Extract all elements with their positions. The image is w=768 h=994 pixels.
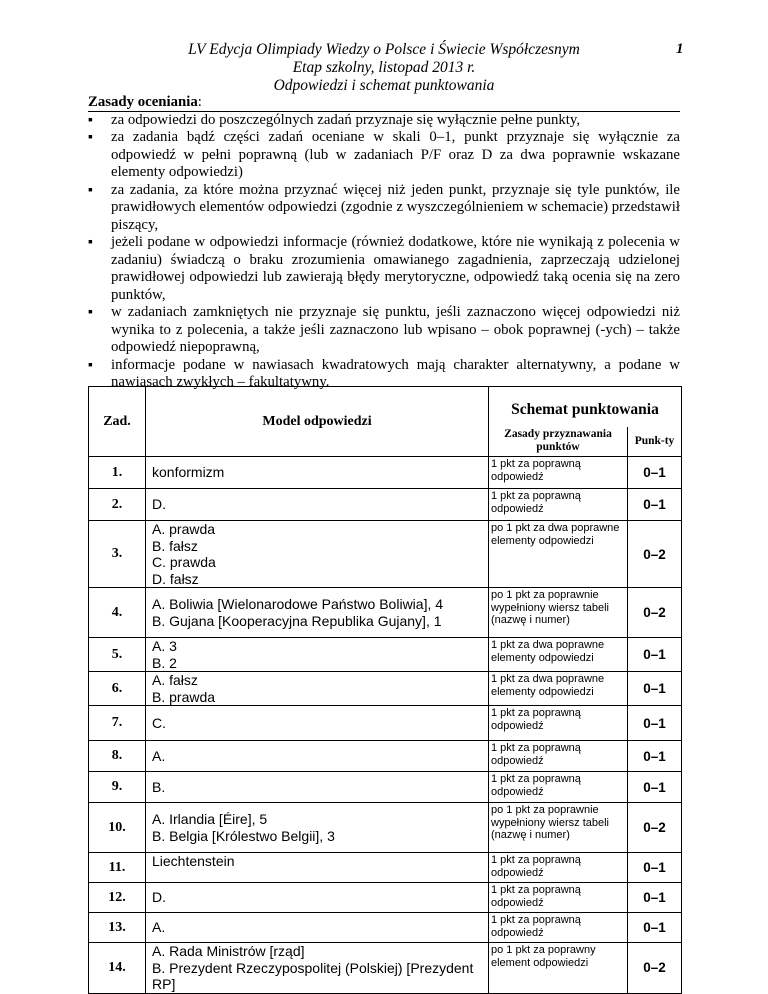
table-row	[89, 913, 682, 943]
points-range: 0–1	[628, 741, 682, 772]
task-number: 12.	[89, 883, 146, 913]
answer-line: B. Belgia [Królestwo Belgii], 3	[152, 827, 335, 844]
answer-line: A. prawda	[152, 521, 216, 537]
model-answer	[146, 638, 489, 672]
task-number: 8.	[89, 741, 146, 772]
points-range: 0–1	[628, 638, 682, 672]
points-range: 0–1	[628, 706, 682, 741]
header-scheme: Schemat punktowania	[489, 387, 682, 427]
header-subtitle: Odpowiedzi i schemat punktowania	[273, 77, 495, 94]
table-row	[89, 521, 682, 588]
list-item: ▪ za zadania, za które można przyznać więcej niż jeden punkt, przyznaje się tyle punktów, ile prawidłowych elementów odpowiedzi (zgodnie z wyszczególnieniem w schemacie) przedstawił piszący,	[88, 182, 680, 235]
model-answer	[146, 489, 489, 521]
answer-line: A. Irlandia [Éire], 5	[152, 811, 268, 827]
grading-rules	[88, 94, 680, 392]
scoring-rule: 1 pkt za poprawną odpowiedź	[489, 913, 628, 943]
model-answer	[146, 672, 489, 706]
points-range: 0–1	[628, 772, 682, 803]
answer-line: A. Boliwia [Wielonarodowe Państwo Boliwia], 4	[152, 596, 444, 612]
scoring-rule: 1 pkt za poprawną odpowiedź	[489, 772, 628, 803]
header-points: Punk-ty	[628, 427, 682, 457]
model-answer	[146, 706, 489, 741]
header-rules: Zasady przyznawania punktów	[489, 427, 628, 457]
model-answer	[146, 772, 489, 803]
task-number: 14.	[89, 943, 146, 994]
task-number: 13.	[89, 913, 146, 943]
list-item: ▪ jeżeli podane w odpowiedzi informacje (również dodatkowe, które nie wynikają z polecenia w zadaniu) świadczą o braku zrozumienia omawianego zagadnienia, zaprzeczają udzielonej prawidłowej odpowiedzi lub zawierają błędy merytoryczne, odpowiedź taką ocenia się na zero punktów,	[88, 234, 680, 304]
scoring-rule: 1 pkt za poprawną odpowiedź	[489, 457, 628, 489]
task-number: 10.	[89, 803, 146, 853]
list-item: ▪ informacje podane w nawiasach kwadratowych mają charakter alternatywny, a podane w nawiasach zwykłych – fakultatywny.	[88, 357, 680, 392]
table-row	[89, 853, 682, 883]
scoring-rule: po 1 pkt za poprawnie wypełniony wiersz tabeli (nazwę i numer)	[489, 803, 628, 853]
scoring-rule: po 1 pkt za poprawnie wypełniony wiersz tabeli (nazwę i numer)	[489, 588, 628, 638]
list-item: ▪ w zadaniach zamkniętych nie przyznaje się punktu, jeśli zaznaczono więcej odpowiedzi niż wynika to z polecenia, a także jeśli zaznaczono lub wpisano – obok poprawnej (-ych) – także odpowiedź niepoprawną,	[88, 304, 680, 357]
scoring-rule: po 1 pkt za dwa poprawne elementy odpowiedzi	[489, 521, 628, 588]
answer-key-table	[88, 386, 682, 994]
answer-line: A. Rada Ministrów [rząd]	[152, 943, 305, 959]
points-range: 0–1	[628, 489, 682, 521]
model-answer	[146, 521, 489, 588]
task-number: 5.	[89, 638, 146, 672]
points-range: 0–2	[628, 588, 682, 638]
list-item: ▪ za zadania bądź części zadań oceniane w skali 0–1, punkt przyznaje się wyłącznie za odpowiedź w pełni poprawną (lub w zadaniach P/F oraz D za dwa poprawnie wskazane elementy odpowiedzi)	[88, 129, 680, 182]
scoring-rule: 1 pkt za dwa poprawne elementy odpowiedzi	[489, 672, 628, 706]
task-number: 4.	[89, 588, 146, 638]
answer-line: A. fałsz	[152, 672, 198, 688]
table-row	[89, 883, 682, 913]
header-stage: Etap szkolny, listopad 2013 r.	[292, 59, 476, 76]
points-range: 0–2	[628, 521, 682, 588]
scoring-rule: 1 pkt za poprawną odpowiedź	[489, 883, 628, 913]
task-number: 11.	[89, 853, 146, 883]
answer-line: D.	[152, 496, 166, 513]
task-number: 6.	[89, 672, 146, 706]
answer-line: Liechtenstein	[152, 853, 235, 869]
answer-line: C. prawda	[152, 554, 216, 570]
model-answer	[146, 803, 489, 853]
answer-line: C.	[152, 714, 166, 731]
list-item: ▪ za odpowiedzi do poszczególnych zadań przyznaje się wyłącznie pełne punkty,	[88, 112, 680, 130]
answer-line: B. prawda	[152, 688, 216, 705]
table-row	[89, 772, 682, 803]
header-model: Model odpowiedzi	[146, 387, 489, 457]
table-row	[89, 672, 682, 706]
header-task: Zad.	[89, 387, 146, 457]
points-range: 0–2	[628, 803, 682, 853]
document-header	[0, 41, 768, 95]
task-number: 1.	[89, 457, 146, 489]
answer-line: B.	[152, 778, 166, 795]
points-range: 0–1	[628, 853, 682, 883]
answer-line: B. Gujana [Kooperacyjna Republika Gujany], 1	[152, 612, 442, 629]
scoring-rule: 1 pkt za poprawną odpowiedź	[489, 489, 628, 521]
grading-rules-list	[88, 112, 680, 392]
answer-line: B. Prezydent Rzeczypospolitej (Polskiej) [Prezydent RP]	[152, 959, 474, 992]
answer-line: B. fałsz	[152, 537, 198, 554]
table-row	[89, 803, 682, 853]
answer-line: B. 2	[152, 654, 177, 671]
table-row	[89, 489, 682, 521]
scoring-rule: po 1 pkt za poprawny element odpowiedzi	[489, 943, 628, 994]
grading-rules-colon: :	[197, 94, 202, 110]
task-number: 3.	[89, 521, 146, 588]
table-row	[89, 943, 682, 994]
model-answer	[146, 883, 489, 913]
header-title: LV Edycja Olimpiady Wiedzy o Polsce i Świecie Współczesnym	[188, 41, 580, 58]
table-row	[89, 638, 682, 672]
points-range: 0–1	[628, 457, 682, 489]
model-answer	[146, 457, 489, 489]
answer-line: konformizm	[152, 464, 225, 481]
model-answer	[146, 588, 489, 638]
points-range: 0–1	[628, 913, 682, 943]
model-answer	[146, 741, 489, 772]
scoring-rule: 1 pkt za poprawną odpowiedź	[489, 706, 628, 741]
task-number: 2.	[89, 489, 146, 521]
answer-line: A.	[152, 747, 166, 764]
task-number: 7.	[89, 706, 146, 741]
table-row	[89, 706, 682, 741]
answer-line: A. 3	[152, 638, 177, 654]
table-row	[89, 741, 682, 772]
task-number: 9.	[89, 772, 146, 803]
model-answer	[146, 913, 489, 943]
points-range: 0–2	[628, 943, 682, 994]
page-number: 1	[676, 41, 684, 57]
table-row	[89, 457, 682, 489]
table-row	[89, 588, 682, 638]
answer-line: A.	[152, 919, 166, 936]
answer-line: D. fałsz	[152, 570, 199, 587]
answer-line: D.	[152, 889, 166, 906]
model-answer	[146, 943, 489, 994]
model-answer	[146, 853, 489, 883]
scoring-rule: 1 pkt za dwa poprawne elementy odpowiedzi	[489, 638, 628, 672]
grading-rules-title: Zasady oceniania	[88, 94, 198, 110]
scoring-rule: 1 pkt za poprawną odpowiedź	[489, 741, 628, 772]
points-range: 0–1	[628, 883, 682, 913]
points-range: 0–1	[628, 672, 682, 706]
scoring-rule: 1 pkt za poprawną odpowiedź	[489, 853, 628, 883]
